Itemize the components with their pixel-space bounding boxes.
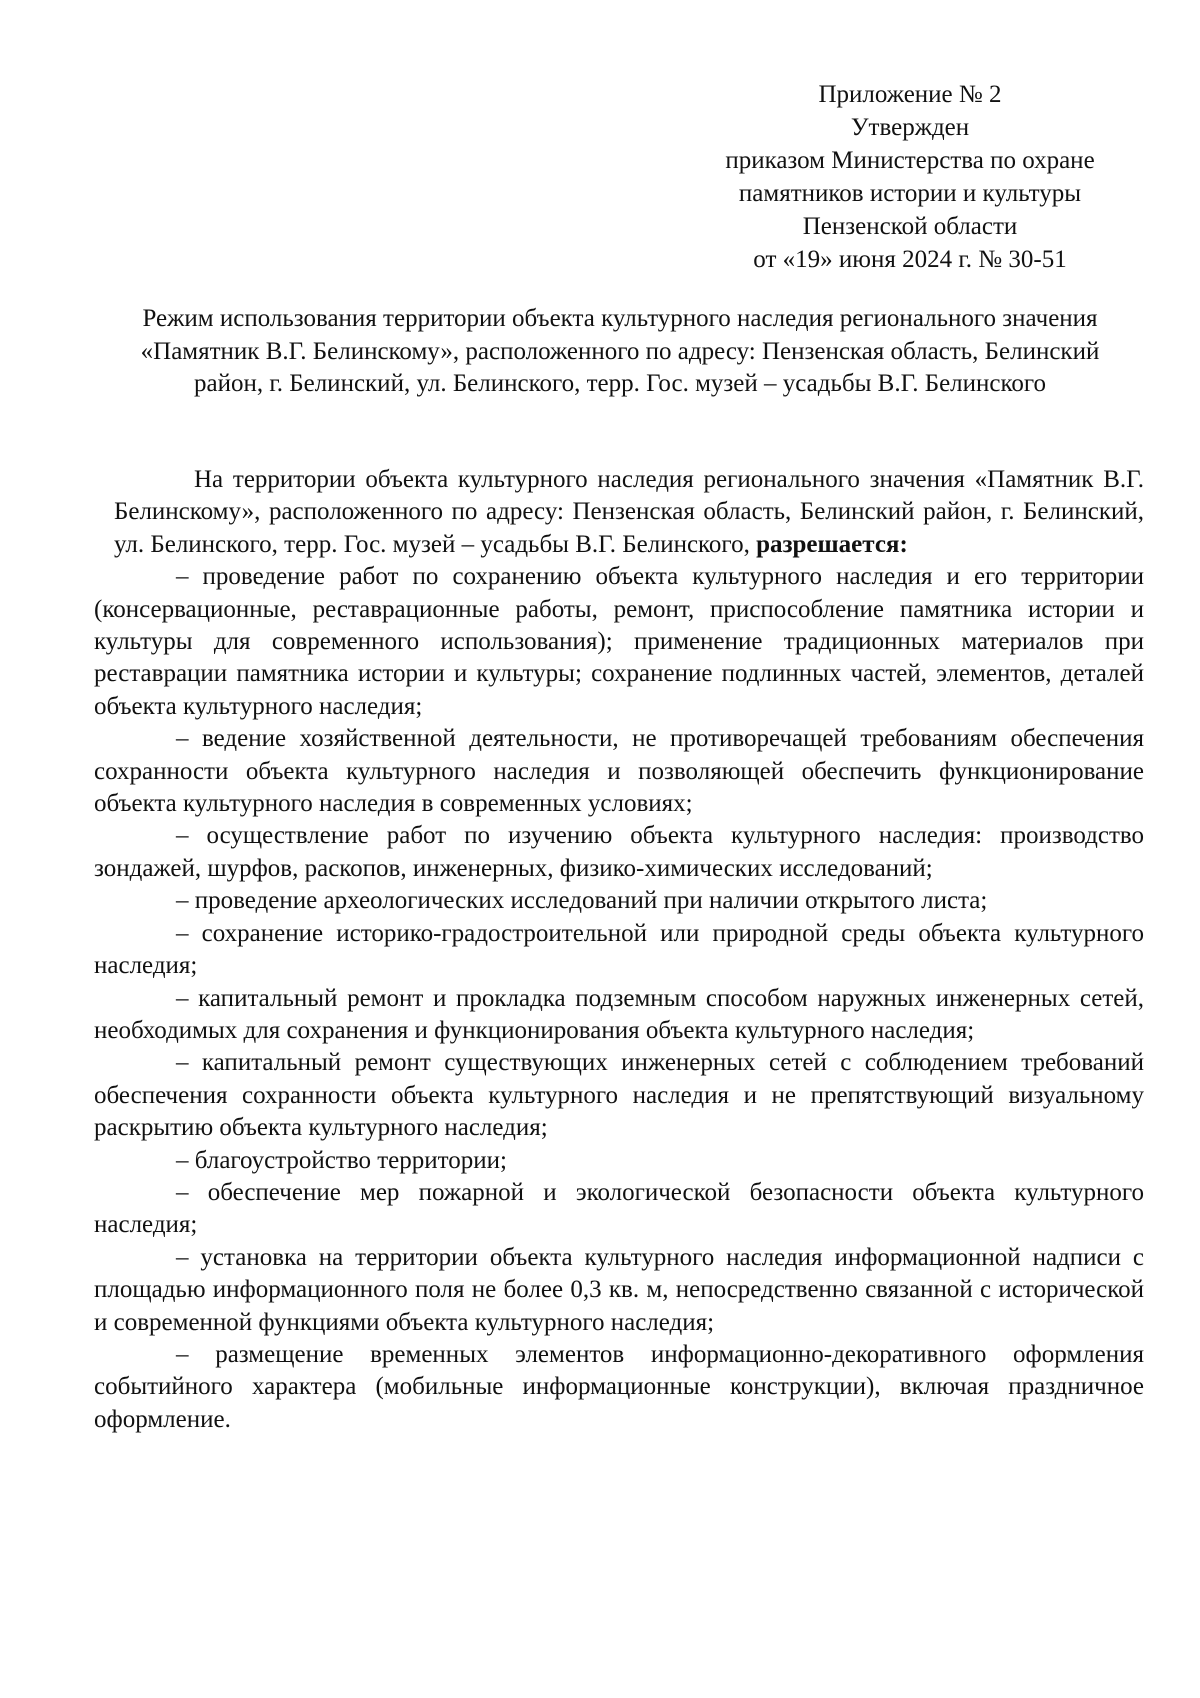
intro-emphasis: разрешается:: [756, 530, 908, 558]
order-issuer-line-2: памятников истории и культуры: [738, 180, 1082, 207]
appendix-number: Приложение № 2: [818, 81, 1002, 108]
document-title: Режим использования территории объекта культурного наследия регионального значения «Памятник В.Г. Белинскому», расположенного по адресу: Пензенская область, Белинский район, г. Белинский, ул. Белинского, терр. Гос. музей – усадьбы В.Г. Белинского: [140, 305, 1100, 397]
list-item: – обеспечение мер пожарной и экологической безопасности объекта культурного наследия;: [94, 1178, 1144, 1239]
list-item: – осуществление работ по изучению объекта культурного наследия: производство зондажей, шурфов, раскопов, инженерных, физико-химических исследований;: [94, 822, 1144, 882]
list-item: – капитальный ремонт и прокладка подземным способом наружных инженерных сетей, необходимых для сохранения и функционирования объекта культурного наследия;: [94, 984, 1144, 1044]
list-item: – проведение археологических исследований при наличии открытого листа;: [176, 887, 988, 915]
list-item: – установка на территории объекта культурного наследия информационной надписи с площадью информационного поля не более 0,3 кв. м, непосредственно связанной с исторической и современной функциями объекта культурного наследия;: [94, 1243, 1144, 1336]
approved-label: Утвержден: [850, 114, 970, 141]
approval-stamp-block: [680, 78, 1140, 276]
list-item: – ведение хозяйственной деятельности, не противоречащей требованиям обеспечения сохранности объекта культурного наследия и позволяющей обеспечить функционирование объекта культурного наследия в современных условиях;: [94, 725, 1144, 818]
intro-paragraph: [94, 464, 1144, 561]
order-issuer-line-3: Пензенской области: [802, 213, 1018, 240]
list-item: – сохранение историко-градостроительной или природной среды объекта культурного наследия;: [94, 919, 1144, 980]
intro-text: На территории объекта культурного наследия регионального значения «Памятник В.Г. Белинскому», расположенного по адресу: Пензенская область, Белинский район, г. Белинский, ул. Белинского, терр. Гос. музей – усадьбы В.Г. Белинского,: [114, 466, 1144, 558]
order-date-number: от «19» июня 2024 г. № 30-51: [753, 246, 1067, 273]
document-body: [94, 464, 1144, 1436]
list-item: – капитальный ремонт существующих инженерных сетей с соблюдением требований обеспечения сохранности объекта культурного наследия и не препятствующий визуальному раскрытию объекта культурного наследия;: [94, 1049, 1144, 1142]
list-item: – проведение работ по сохранению объекта культурного наследия и его территории (консервационные, реставрационные работы, ремонт, приспособление памятника истории и культуры для современного использования); применение традиционных материалов при реставрации памятника истории и культуры; сохранение подлинных частей, элементов, деталей объекта культурного наследия;: [94, 563, 1144, 720]
order-issuer-line-1: приказом Министерства по охране: [725, 147, 1095, 174]
list-item: – размещение временных элементов информационно-декоративного оформления событийного характера (мобильные информационные конструкции), включая праздничное оформление.: [94, 1340, 1144, 1433]
list-item: – благоустройство территории;: [176, 1146, 507, 1174]
